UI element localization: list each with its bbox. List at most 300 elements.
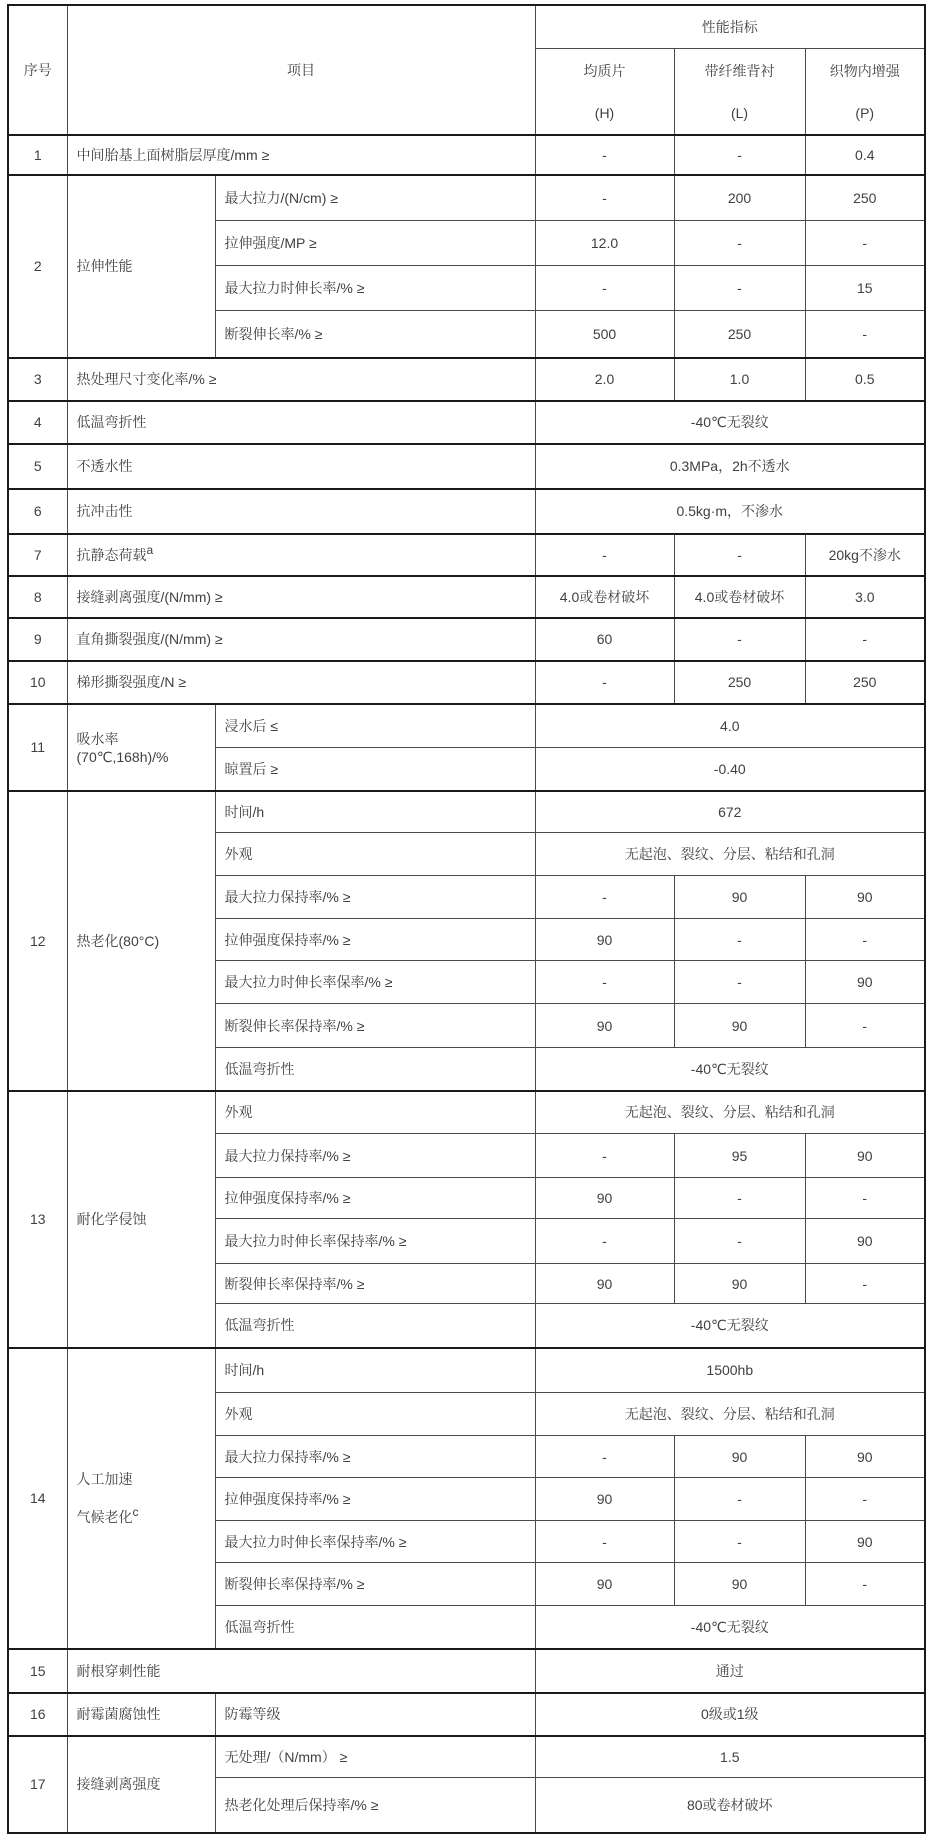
cell-text: 最大拉力时伸长率保持率/% ≥ <box>224 1233 407 1249</box>
value-cell <box>535 489 925 534</box>
header-stack <box>536 49 674 134</box>
cell-text: 外观 <box>224 1104 253 1121</box>
cell-text: 9 <box>33 631 42 647</box>
cell-text: 最大拉力保持率/% ≥ <box>224 889 351 905</box>
cell-text: 90 <box>856 1233 873 1249</box>
value-cell <box>535 534 674 576</box>
cell-text: 抗静态荷载 <box>76 546 147 563</box>
header-col-performance: 性能指标 <box>535 5 925 48</box>
cell-text: 最大拉力时伸长率保率/% ≥ <box>224 974 393 990</box>
value-cell <box>805 358 925 401</box>
row-number-cell <box>8 1649 67 1693</box>
cell-text: 断裂伸长率保持率/% ≥ <box>224 1275 365 1292</box>
value-cell <box>674 1264 805 1304</box>
row-number-cell <box>8 661 67 704</box>
cell-text: 250 <box>727 674 752 690</box>
cell-text: - <box>862 1275 868 1292</box>
cell-text: -40℃无裂纹 <box>690 1618 769 1635</box>
value-cell <box>674 266 805 311</box>
item-cell <box>215 1436 535 1478</box>
table-row <box>8 401 925 444</box>
cell-text: 90 <box>596 1275 613 1292</box>
cell-text: 0.5 <box>855 371 875 387</box>
value-cell <box>674 358 805 401</box>
cell-text: 4.0或卷材破坏 <box>694 588 785 605</box>
table-row <box>8 135 925 175</box>
table-row <box>8 1649 925 1693</box>
cell-text: 95 <box>731 1147 748 1164</box>
cell-text: 热老化(80°C) <box>76 932 160 949</box>
item-cell <box>215 791 535 833</box>
item-cell <box>215 175 535 221</box>
cell-text: 梯形撕裂强度/N ≥ <box>76 674 187 690</box>
cell-text: 无处理/（N/mm） ≥ <box>224 1748 348 1765</box>
cell-text: - <box>737 280 742 296</box>
cell-text: 4.0或卷材破坏 <box>559 588 650 605</box>
cell-text: 90 <box>856 1533 873 1550</box>
item-cell <box>215 876 535 919</box>
item-cell <box>67 576 535 618</box>
value-cell <box>535 444 925 489</box>
cell-text: 12 <box>29 932 46 949</box>
cell-text: 接缝剥离强度 <box>76 1776 161 1792</box>
cell-text: 2.0 <box>594 371 615 387</box>
cell-text: 无起泡、裂纹、分层、粘结和孔洞 <box>624 1406 835 1422</box>
item-cell <box>215 1478 535 1521</box>
header-col-l-code: (L) <box>730 105 749 122</box>
cell-text: 低温弯折性 <box>224 1060 295 1077</box>
value-cell <box>535 704 925 748</box>
row-number-cell <box>8 1348 67 1649</box>
cell-text: 80或卷材破坏 <box>686 1796 773 1813</box>
cell-text: -40℃无裂纹 <box>690 1060 769 1077</box>
value-cell <box>535 1436 674 1478</box>
item-cell <box>215 221 535 266</box>
value-cell <box>805 175 925 221</box>
value-cell <box>674 661 805 704</box>
cell-text: - <box>737 631 742 647</box>
row-number-cell <box>8 576 67 618</box>
item-cell <box>215 266 535 311</box>
cell-text: 断裂伸长率/% ≥ <box>224 325 323 342</box>
cell-text: 最大拉力时伸长率保持率/% ≥ <box>224 1533 407 1550</box>
header-row-top <box>8 5 925 48</box>
row-number-cell <box>8 1091 67 1348</box>
cell-text: 0.5kg·m，不渗水 <box>676 503 784 519</box>
cell-text: 1500hb <box>706 1362 754 1379</box>
value-cell <box>535 311 674 358</box>
cell-text: 11 <box>30 739 46 755</box>
value-cell <box>535 833 925 876</box>
value-cell <box>535 1348 925 1393</box>
value-cell <box>805 1436 925 1478</box>
table-row <box>8 1348 925 1393</box>
item-cell <box>215 961 535 1004</box>
value-cell <box>535 919 674 961</box>
cell-text: 90 <box>596 1576 613 1592</box>
cell-text: 500 <box>592 325 617 342</box>
cell-text: - <box>602 189 607 206</box>
cell-text: 90 <box>856 1448 873 1465</box>
value-cell <box>805 135 925 175</box>
cell-text: 拉伸强度/MP ≥ <box>224 235 317 251</box>
value-cell <box>535 1264 674 1304</box>
table-header <box>8 5 925 135</box>
cell-text: -40℃无裂纹 <box>690 414 769 430</box>
value-cell <box>674 1219 805 1264</box>
cell-text: 时间/h <box>224 1362 265 1379</box>
item-cell <box>67 534 535 576</box>
cell-text: 拉伸强度保持率/% ≥ <box>224 931 351 948</box>
table-row <box>8 618 925 661</box>
item-cell <box>215 1219 535 1264</box>
row-number-cell <box>8 618 67 661</box>
header-col-item: 项目 <box>67 5 535 135</box>
table-row <box>8 175 925 221</box>
cell-text: 人工加速 <box>76 1471 133 1487</box>
cell-text: - <box>737 931 742 948</box>
header-col-h <box>535 48 674 135</box>
cell-text: 1.0 <box>729 371 750 387</box>
cell-text: 低温弯折性 <box>76 414 147 430</box>
table-row <box>8 444 925 489</box>
value-cell <box>805 534 925 576</box>
cell-text: - <box>737 146 742 163</box>
value-cell <box>674 1004 805 1048</box>
value-cell <box>674 534 805 576</box>
header-col-no: 序号 <box>8 5 67 135</box>
value-cell <box>674 1478 805 1521</box>
cell-text: 90 <box>856 974 873 990</box>
item-cell <box>215 1521 535 1563</box>
item-cell <box>215 1004 535 1048</box>
value-cell <box>535 661 674 704</box>
cell-text: 断裂伸长率保持率/% ≥ <box>224 1017 365 1034</box>
value-cell <box>805 961 925 1004</box>
cell-text: 拉伸强度保持率/% ≥ <box>224 1491 351 1507</box>
value-cell <box>535 1048 925 1091</box>
item-cell <box>215 1178 535 1219</box>
cell-text: 拉伸性能 <box>76 258 133 274</box>
cell-text: - <box>737 1491 742 1507</box>
cell-text: 晾置后 ≥ <box>224 760 279 777</box>
cell-text: 90 <box>731 889 748 905</box>
footnote-mark: c <box>132 1505 139 1519</box>
cell-text: 外观 <box>224 846 253 862</box>
cell-text: 断裂伸长率保持率/% ≥ <box>224 1576 365 1592</box>
table-row <box>8 576 925 618</box>
item-cell <box>67 1693 215 1736</box>
value-cell <box>535 175 674 221</box>
item-cell <box>67 135 535 175</box>
cell-text: 250 <box>727 325 752 342</box>
value-cell <box>535 748 925 791</box>
cell-text: 热处理尺寸变化率/% ≥ <box>76 371 217 387</box>
table-row <box>8 1736 925 1778</box>
table-row <box>8 358 925 401</box>
cell-text: - <box>862 1491 868 1507</box>
cell-text: 250 <box>853 674 877 690</box>
value-cell <box>674 311 805 358</box>
row-number-cell <box>8 401 67 444</box>
cell-text: - <box>602 974 607 990</box>
cell-text: - <box>737 1533 742 1550</box>
value-cell <box>805 876 925 919</box>
value-cell <box>674 919 805 961</box>
cell-text: 0级或1级 <box>700 1706 759 1722</box>
header-col-p <box>805 48 925 135</box>
value-cell <box>674 175 805 221</box>
cell-text: 通过 <box>715 1662 744 1679</box>
cell-text: 4.0 <box>720 717 740 734</box>
cell-text: 10 <box>29 674 46 690</box>
cell-text: 耐化学侵蚀 <box>76 1211 147 1227</box>
item-cell <box>215 748 535 791</box>
cell-text: - <box>737 974 742 990</box>
cell-text: - <box>602 146 607 163</box>
value-cell <box>535 791 925 833</box>
value-cell <box>805 1478 925 1521</box>
item-cell <box>215 833 535 876</box>
row-number-cell <box>8 1693 67 1736</box>
value-cell <box>805 576 925 618</box>
cell-text: 90 <box>596 1190 613 1206</box>
row-number-cell <box>8 704 67 791</box>
cell-text: 90 <box>596 931 613 948</box>
cell-text: 6 <box>33 503 42 519</box>
cell-text: 15 <box>856 280 873 296</box>
value-cell <box>535 1393 925 1436</box>
item-cell <box>67 661 535 704</box>
cell-text: - <box>862 1576 868 1592</box>
item-cell <box>215 1606 535 1649</box>
cell-text: 不透水性 <box>76 458 133 474</box>
item-cell <box>67 704 215 791</box>
value-cell <box>805 221 925 266</box>
cell-text: 672 <box>718 803 742 820</box>
cell-text: 最大拉力保持率/% ≥ <box>224 1448 351 1465</box>
cell-text: 90 <box>856 889 873 905</box>
cell-text: -40℃无裂纹 <box>690 1317 769 1334</box>
value-cell <box>674 135 805 175</box>
value-cell <box>535 401 925 444</box>
item-cell <box>215 1393 535 1436</box>
value-cell <box>535 1219 674 1264</box>
value-cell <box>674 1563 805 1606</box>
table-row <box>8 1091 925 1134</box>
value-cell <box>535 221 674 266</box>
header-col-h-name: 均质片 <box>583 62 626 79</box>
cell-text: - <box>737 1233 742 1249</box>
row-number-cell <box>8 135 67 175</box>
row-number-cell <box>8 358 67 401</box>
cell-text: -0.40 <box>713 760 746 777</box>
table-row <box>8 489 925 534</box>
value-cell <box>674 1178 805 1219</box>
value-cell <box>674 1521 805 1563</box>
cell-text: 3.0 <box>855 588 875 605</box>
cell-text: 2 <box>33 258 42 274</box>
cell-text: 接缝剥离强度/(N/mm) ≥ <box>76 588 223 605</box>
cell-text: - <box>737 1190 742 1206</box>
item-cell <box>67 175 215 358</box>
cell-text: - <box>862 1017 868 1034</box>
value-cell <box>805 618 925 661</box>
cell-text: 耐霉菌腐蚀性 <box>76 1706 161 1722</box>
value-cell <box>535 576 674 618</box>
cell-text: 3 <box>33 371 42 387</box>
cell-text: - <box>602 1233 607 1249</box>
cell-text: 90 <box>596 1017 613 1034</box>
item-cell <box>67 618 535 661</box>
cell-text: 耐根穿刺性能 <box>76 1662 161 1679</box>
row-number-cell <box>8 489 67 534</box>
value-cell <box>805 1134 925 1178</box>
item-cell <box>67 1736 215 1833</box>
cell-text: 90 <box>731 1448 748 1465</box>
table-row <box>8 704 925 748</box>
value-cell <box>535 1736 925 1778</box>
item-cell <box>67 444 535 489</box>
cell-text: 20kg不渗水 <box>828 546 901 563</box>
item-cell <box>215 1264 535 1304</box>
value-cell <box>805 1004 925 1048</box>
cell-text: 5 <box>33 458 42 474</box>
cell-text-line2: 气候老化 <box>76 1509 133 1525</box>
value-cell <box>674 876 805 919</box>
cell-text: 7 <box>33 546 42 563</box>
item-cell <box>67 358 535 401</box>
row-number-cell <box>8 175 67 358</box>
value-cell <box>535 618 674 661</box>
value-cell <box>535 1134 674 1178</box>
cell-text: 17 <box>29 1776 46 1792</box>
value-cell <box>805 311 925 358</box>
cell-text: 13 <box>29 1211 46 1227</box>
cell-text: 最大拉力/(N/cm) ≥ <box>224 189 338 206</box>
cell-text: 无起泡、裂纹、分层、粘结和孔洞 <box>624 846 835 862</box>
item-cell <box>215 1563 535 1606</box>
value-cell <box>805 1521 925 1563</box>
item-cell <box>67 401 535 444</box>
cell-text: 12.0 <box>590 235 619 251</box>
cell-text: 90 <box>731 1017 748 1034</box>
value-cell <box>805 919 925 961</box>
item-cell <box>67 1649 535 1693</box>
item-cell <box>215 1304 535 1348</box>
value-cell <box>535 876 674 919</box>
cell-text: 90 <box>596 1491 613 1507</box>
item-cell <box>67 489 535 534</box>
cell-text: - <box>602 1448 607 1465</box>
cell-text: 拉伸强度保持率/% ≥ <box>224 1190 351 1206</box>
item-cell <box>215 1134 535 1178</box>
value-cell <box>535 266 674 311</box>
table-row <box>8 1693 925 1736</box>
item-cell <box>215 1693 535 1736</box>
value-cell <box>674 618 805 661</box>
row-number-cell <box>8 1736 67 1833</box>
value-cell <box>535 1478 674 1521</box>
cell-text: - <box>862 325 868 342</box>
value-cell <box>535 1606 925 1649</box>
cell-text: - <box>737 546 742 563</box>
table-row <box>8 661 925 704</box>
value-cell <box>535 1091 925 1134</box>
cell-text: - <box>602 889 607 905</box>
value-cell <box>805 1563 925 1606</box>
cell-text: 低温弯折性 <box>224 1317 295 1334</box>
footnote-mark: a <box>146 542 154 557</box>
cell-text: 200 <box>727 189 752 206</box>
value-cell <box>535 1178 674 1219</box>
item-cell <box>215 1048 535 1091</box>
cell-text: - <box>862 235 868 251</box>
cell-text: 吸水率(70℃,168h)/% <box>76 730 169 765</box>
row-number-cell <box>8 791 67 1091</box>
cell-text: 时间/h <box>224 803 265 820</box>
cell-text: 90 <box>856 1147 873 1164</box>
item-cell <box>67 791 215 1091</box>
cell-text: 14 <box>29 1490 46 1506</box>
value-cell <box>535 135 674 175</box>
item-cell <box>67 1091 215 1348</box>
value-cell <box>805 661 925 704</box>
spec-table <box>7 4 926 1834</box>
item-cell <box>215 311 535 358</box>
cell-text: 0.3MPa，2h不透水 <box>669 458 790 474</box>
cell-text: 15 <box>29 1662 46 1679</box>
cell-text: 抗冲击性 <box>76 503 133 519</box>
cell-text: 4 <box>33 414 42 430</box>
cell-text: - <box>602 1533 607 1550</box>
cell-text: - <box>862 1190 868 1206</box>
value-cell <box>535 1693 925 1736</box>
value-cell <box>674 1134 805 1178</box>
cell-text: 中间胎基上面树脂层厚度/mm ≥ <box>76 146 270 163</box>
header-col-p-code: (P) <box>855 105 875 122</box>
value-cell <box>674 1436 805 1478</box>
header-col-h-code: (H) <box>594 105 615 122</box>
value-cell <box>535 1004 674 1048</box>
value-cell <box>535 1304 925 1348</box>
header-col-l-name: 带纤维背衬 <box>704 62 775 79</box>
row-number-cell <box>8 534 67 576</box>
value-cell <box>535 1563 674 1606</box>
cell-text: 60 <box>596 631 613 647</box>
value-cell <box>535 1649 925 1693</box>
value-cell <box>805 266 925 311</box>
table-row <box>8 791 925 833</box>
cell-text: 低温弯折性 <box>224 1618 295 1635</box>
value-cell <box>674 576 805 618</box>
header-col-p-name: 织物内增强 <box>829 62 900 79</box>
cell-text: - <box>602 280 607 296</box>
cell-text: 1 <box>33 146 42 163</box>
item-cell <box>215 1736 535 1778</box>
table-body <box>8 135 925 1833</box>
value-cell <box>674 221 805 266</box>
value-cell <box>674 961 805 1004</box>
cell-text: 最大拉力时伸长率/% ≥ <box>224 280 365 296</box>
value-cell <box>535 1778 925 1833</box>
value-cell <box>535 1521 674 1563</box>
value-cell <box>805 1178 925 1219</box>
cell-text: 热老化处理后保持率/% ≥ <box>224 1796 379 1813</box>
cell-text: 防霉等级 <box>224 1706 281 1722</box>
value-cell <box>805 1264 925 1304</box>
item-cell <box>215 1091 535 1134</box>
